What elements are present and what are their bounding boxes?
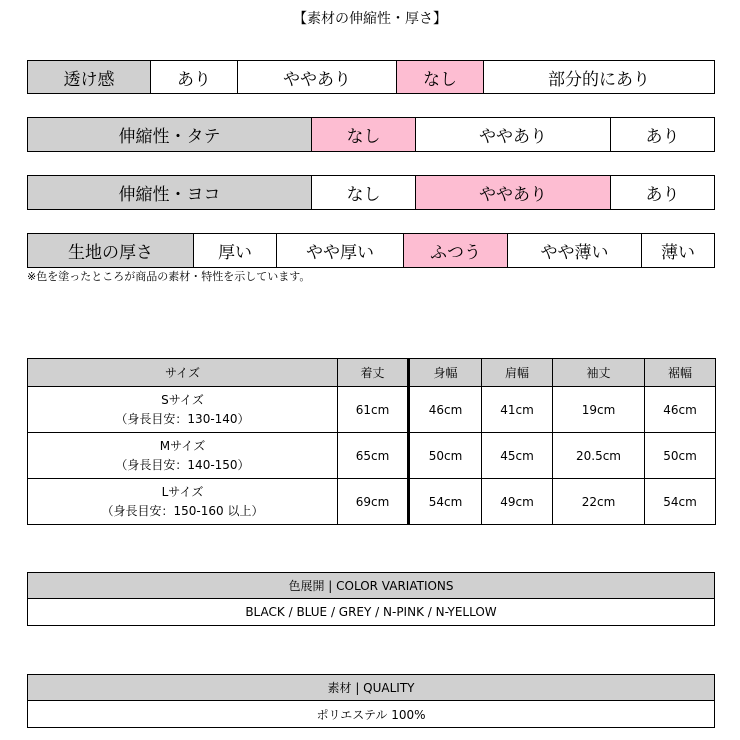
thickness-option: やや薄い [507,234,641,267]
stretch-horizontal-option: あり [610,176,714,209]
transparency-label: 透け感 [28,61,150,93]
thickness-option: 薄い [641,234,714,267]
size-table-header: 着丈 [338,359,409,387]
table-cell: 69cm [338,479,409,525]
stretch-vertical-row [27,117,715,152]
thickness-option: 厚い [193,234,276,267]
table-row [28,433,716,479]
table-cell: 45cm [482,433,553,479]
size-table-header: 身幅 [409,359,482,387]
stretch-vertical-option: あり [610,118,714,151]
size-table-header-row [28,359,716,387]
legend-note: ※色を塗ったところが商品の素材・特性を示しています。 [27,270,311,283]
quality-header: 素材 | QUALITY [28,675,714,701]
color-variations-box [27,572,715,626]
stretch-horizontal-label: 伸縮性・ヨコ [28,176,311,209]
table-cell: 50cm [409,433,482,479]
table-cell: 61cm [338,387,409,433]
stretch-horizontal-option: なし [311,176,415,209]
table-cell: 19cm [553,387,645,433]
table-cell: 20.5cm [553,433,645,479]
stretch-vertical-option: ややあり [415,118,610,151]
size-label: Mサイズ [159,438,206,453]
size-table-header: 袖丈 [553,359,645,387]
stretch-horizontal-row [27,175,715,210]
thickness-option-selected: ふつう [403,234,507,267]
size-label: Lサイズ [161,484,204,499]
table-cell: 22cm [553,479,645,525]
thickness-label: 生地の厚さ [28,234,193,267]
page-title: 【素材の伸縮性・厚さ】 [293,11,447,27]
table-cell: 65cm [338,433,409,479]
table-row [28,387,716,433]
color-variations-value: BLACK / BLUE / GREY / N-PINK / N-YELLOW [245,605,497,619]
quality-box [27,674,715,728]
stretch-horizontal-option-selected: ややあり [415,176,610,209]
height-guide: （身長目安：150-160 以上） [101,503,264,518]
height-guide: （身長目安：130-140） [115,411,250,426]
transparency-option: ややあり [237,61,396,93]
size-table [27,358,716,525]
transparency-option: あり [150,61,237,93]
table-cell: 49cm [482,479,553,525]
transparency-row [27,60,715,94]
table-cell: 54cm [645,479,716,525]
size-table-header: 裾幅 [645,359,716,387]
transparency-option-selected: なし [396,61,483,93]
table-cell: 54cm [409,479,482,525]
transparency-option: 部分的にあり [483,61,714,93]
size-label: Sサイズ [161,392,204,407]
table-cell: 41cm [482,387,553,433]
color-variations-header: 色展開 | COLOR VARIATIONS [28,573,714,599]
size-cell [28,433,338,479]
table-cell: 50cm [645,433,716,479]
quality-value: ポリエステル 100% [316,707,426,722]
size-table-header: サイズ [28,359,338,387]
thickness-option: やや厚い [276,234,403,267]
table-cell: 46cm [409,387,482,433]
size-cell [28,387,338,433]
table-cell: 46cm [645,387,716,433]
table-row [28,479,716,525]
size-table-header: 肩幅 [482,359,553,387]
height-guide: （身長目安：140-150） [115,457,250,472]
stretch-vertical-label: 伸縮性・タテ [28,118,311,151]
thickness-row [27,233,715,268]
stretch-vertical-option-selected: なし [311,118,415,151]
size-cell [28,479,338,525]
